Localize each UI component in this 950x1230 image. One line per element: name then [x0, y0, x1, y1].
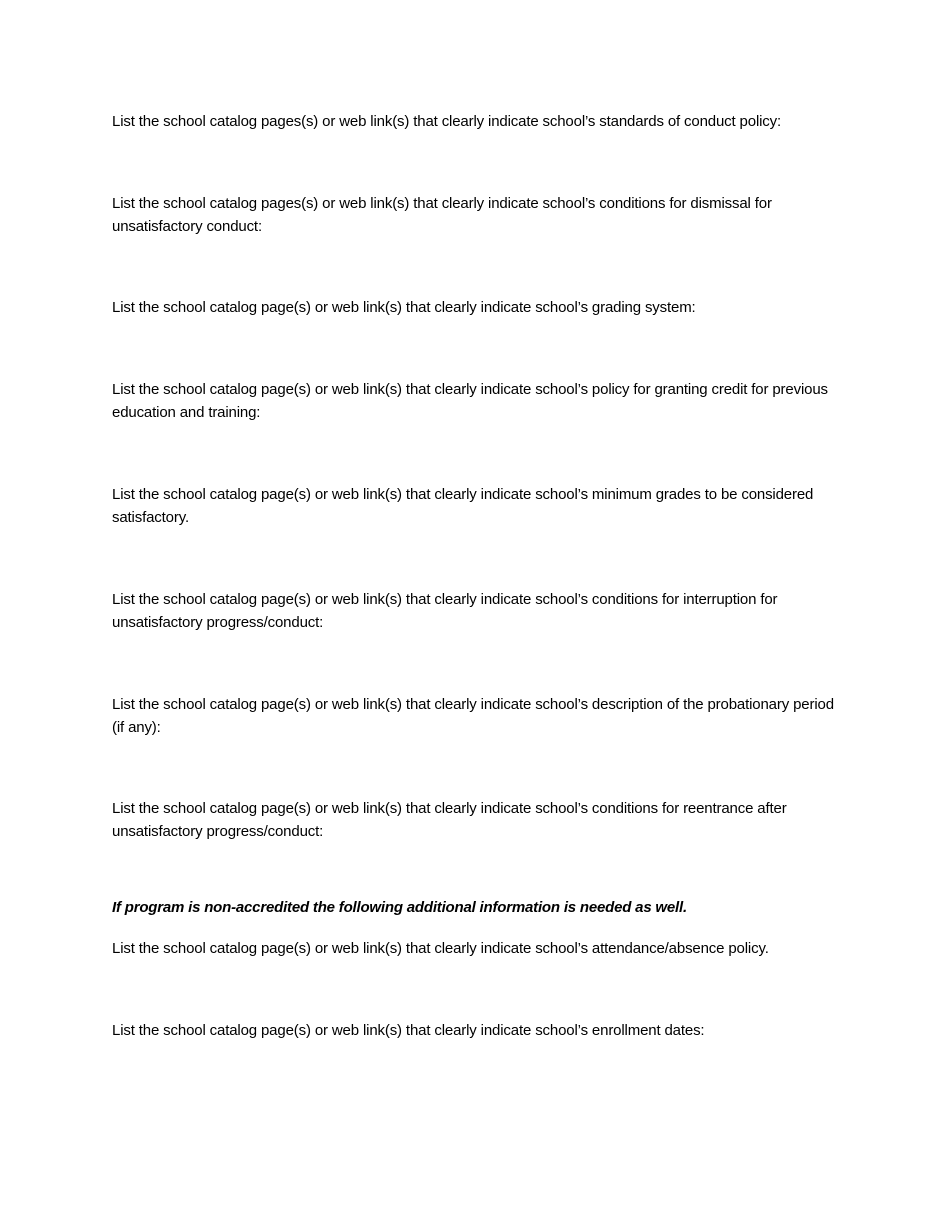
question-minimum-grades: List the school catalog page(s) or web link(s) that clearly indicate school’s minimum grades to be considered satisfactory.: [112, 486, 814, 526]
question-enrollment-dates: List the school catalog page(s) or web link(s) that clearly indicate school’s enrollment dates:: [112, 1022, 705, 1039]
question-credit-previous-education: List the school catalog page(s) or web link(s) that clearly indicate school’s policy for granting credit for previous education and training:: [112, 381, 828, 421]
non-accredited-note: If program is non-accredited the following additional information is needed as well.: [112, 899, 687, 916]
question-probationary-period: List the school catalog page(s) or web link(s) that clearly indicate school’s description of the probationary period (if any):: [112, 696, 834, 736]
question-standards-of-conduct: List the school catalog pages(s) or web link(s) that clearly indicate school’s standards of conduct policy:: [112, 113, 782, 130]
question-attendance-policy: List the school catalog page(s) or web link(s) that clearly indicate school’s attendance/absence policy.: [112, 940, 769, 957]
question-reentrance-conditions: List the school catalog page(s) or web link(s) that clearly indicate school’s conditions for reentrance after unsatisfactory progress/conduct:: [112, 800, 787, 840]
question-interruption-conditions: List the school catalog page(s) or web link(s) that clearly indicate school’s conditions for interruption for unsatisfactory progress/conduct:: [112, 591, 778, 631]
question-dismissal-conditions: List the school catalog pages(s) or web link(s) that clearly indicate school’s conditions for dismissal for unsatisfactory conduct:: [112, 195, 772, 235]
question-grading-system: List the school catalog page(s) or web link(s) that clearly indicate school’s grading system:: [112, 299, 696, 316]
